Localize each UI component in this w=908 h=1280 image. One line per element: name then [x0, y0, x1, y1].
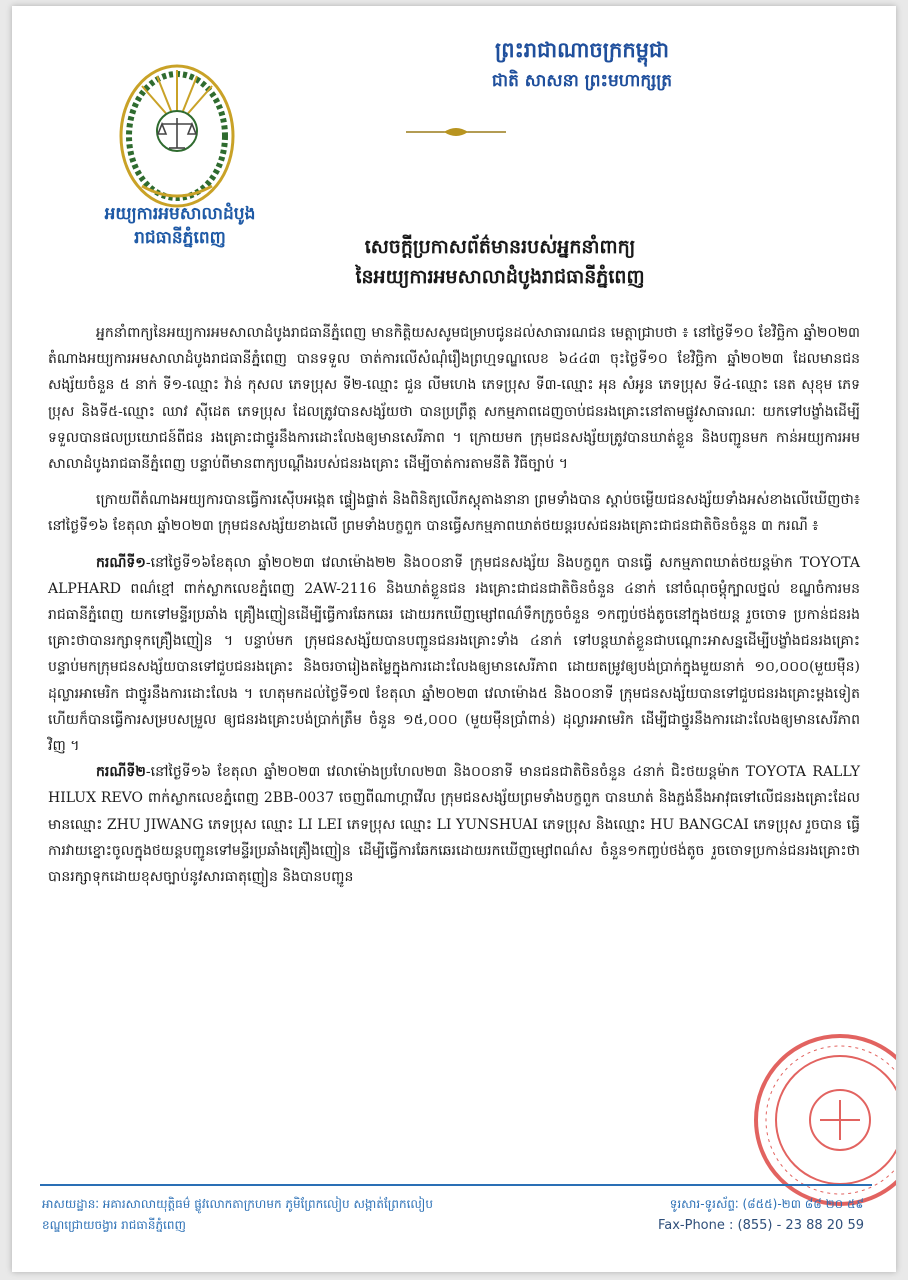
case-2-label: ករណីទី២: [96, 764, 146, 781]
case-2-paragraph: [48, 759, 860, 890]
document-title-line-1: សេចក្តីប្រកាសព័ត៌មានរបស់អ្នកនាំពាក្យ: [364, 236, 636, 258]
document-title: [240, 232, 760, 292]
footer-phone-khmer: ទូរសារ-ទូរស័ព្ទៈ (៨៥៥)-២៣ ៨៨ ២០ ៥៩: [669, 1197, 864, 1211]
footer-divider: [40, 1184, 872, 1186]
kingdom-name: ព្រះរាជាណាចក្រកម្ពុជា: [494, 38, 669, 62]
court-emblem-icon: [112, 56, 242, 216]
case-1-paragraph: [48, 550, 860, 760]
footer-fax-phone: Fax-Phone : (855) - 23 88 20 59: [657, 1218, 864, 1233]
document-title-line-2: នៃអយ្យការអមសាលាដំបូងរាជធានីភ្នំពេញ: [355, 266, 645, 288]
paragraph-2: ក្រោយពីតំណាងអយ្យការបានធ្វើការស៊ើបអង្កេត ផ្ទៀងផ្ទាត់ និងពិនិត្យលើភស្តុតាងនានា ព្រមទាំងបាន ស្តាប់ចម្លើយជនសង្ស័យទាំងអស់ខាងលើឃើញថា៖ នៅថ្ងៃទី១៦ ខែតុលា ឆ្នាំ២០២៣ ក្រុមជនសង្ស័យខាងលើ ព្រមទាំងបក្ខពួក បានធ្វើសកម្មភាពឃាត់ថយន្តរបស់ជនរងគ្រោះជាជនជាតិចិនចំនួន ៣ ករណី ៖: [48, 492, 860, 535]
institution-line-1: អយ្យការអមសាលាដំបូង: [104, 204, 256, 224]
case-1-label: ករណីទី១: [96, 554, 146, 571]
footer-contact: [592, 1194, 864, 1236]
national-motto: ជាតិ សាសនា ព្រះមហាក្សត្រ: [491, 71, 673, 91]
document-body: [48, 320, 860, 890]
official-seal-stamp: [750, 1030, 896, 1210]
case-2-text: -នៅថ្ងៃទី១៦ ខែតុលា ឆ្នាំ២០២៣ វេលាម៉ោងប្រហែល២៣ និង០០នាទី មានជនជាតិចិនចំនួន ៤នាក់ ជិះថយន្តម៉ាក TOYOTA RALLY HILUX REVO ពាក់ស្លាកលេខភ្នំពេញ 2BB-0037 ចេញពីណាហ្គាវើល ក្រុមជនសង្ស័យព្រមទាំងបក្ខពួក បានឃាត់ និងភ្ជង់នឹងអាវុធទៅលើជនរងគ្រោះដែលមានឈ្មោះ ZHU JIWANG ភេទប្រុស ឈ្មោះ LI LEI ភេទប្រុស ឈ្មោះ LI YUNSHUAI ភេទប្រុស និងឈ្មោះ HU BANGCAI ភេទប្រុស រួចបាន ធ្វើការវាយខ្នោះចូលក្នុងថយន្តបញ្ជូនទៅមន្ទីរប្រឆាំងគ្រឿងញៀន ដើម្បីធ្វើការឆែកឆេរដោយរកឃើញម្សៅពណ៌ស ចំនួន១កញ្ចប់ថង់តូច រួចចោទប្រកាន់ជនរងគ្រោះថាបានរក្សាទុកដោយខុសច្បាប់នូវសារធាតុញៀន និងបានបញ្ជូន: [48, 764, 860, 886]
footer-address-line-2: ខណ្ឌជ្រោយចង្វារ រាជធានីភ្នំពេញ: [42, 1218, 186, 1232]
document-page: [12, 6, 896, 1272]
footer-address: [42, 1194, 562, 1236]
paragraph-1: អ្នកនាំពាក្យនៃអយ្យការអមសាលាដំបូងរាជធានីភ្នំពេញ មានកិត្តិយសសូមជម្រាបជូនដល់សាធារណជន មេត្តាជ្រាបថា ៖ នៅថ្ងៃទី១០ ខែវិច្ឆិកា ឆ្នាំ២០២៣ តំណាងអយ្យការអមសាលាដំបូងរាជធានីភ្នំពេញ បានទទួល ចាត់ការលើសំណុំរឿងព្រហ្មទណ្ឌលេខ ៦៤៤៣ ចុះថ្ងៃទី១០ ខែវិច្ឆិកា ឆ្នាំ២០២៣ ដែលមានជនសង្ស័យចំនួន ៥ នាក់ ទី១-ឈ្មោះ វ៉ាន់ កុសល ភេទប្រុស ទី២-ឈ្មោះ ជួន លីមហេង ភេទប្រុស ទី៣-ឈ្មោះ អុន សំអូន ភេទប្រុស ទី៤-ឈ្មោះ នេត សុខុម ភេទប្រុស និងទី៥-ឈ្មោះ ឈាវ ស៊ីដេត ភេទប្រុស ដែលត្រូវបានសង្ស័យថា បានប្រព្រឹត្ត សកម្មភាពដេញចាប់ជនរងគ្រោះនៅតាមផ្លូវសាធារណៈ យកទៅបង្ខាំងដើម្បីទទួលបានផលប្រយោជន៍ពីជន រងគ្រោះជាថ្នូរនឹងការដោះលែងឲ្យមានសេរីភាព ។ ក្រោយមក ក្រុមជនសង្ស័យត្រូវបានឃាត់ខ្លួន និងបញ្ជូនមក កាន់អយ្យការអមសាលាដំបូងរាជធានីភ្នំពេញ បន្ទាប់ពីមានពាក្យបណ្តឹងរបស់ជនរងគ្រោះ ដើម្បីចាត់ការតាមនីតិ វិធីច្បាប់ ។: [48, 325, 860, 473]
footer-address-line-1: អាសយដ្ឋានៈ អគារសាលាយុត្តិធម៌ ផ្លូវលោកតាក្រហមក ភូមិព្រែកលៀប សង្កាត់ព្រែកលៀប: [42, 1197, 433, 1211]
institution-line-2: រាជធានីភ្នំពេញ: [134, 228, 226, 248]
case-1-text: -នៅថ្ងៃទី១៦ខែតុលា ឆ្នាំ២០២៣ វេលាម៉ោង២២ និង០០នាទី ក្រុមជនសង្ស័យ និងបក្ខពួក បានធ្វើ សកម្មភាពឃាត់ថយន្តម៉ាក TOYOTA ALPHARD ពណ៌ខ្មៅ ពាក់ស្លាកលេខភ្នំពេញ 2AW-2116 និងឃាត់ខ្លួនជន រងគ្រោះជាជនជាតិចិនចំនួន ៤នាក់ នៅចំណុចម្តុំក្បាលថ្នល់ ខណ្ឌចំការមន រាជធានីភ្នំពេញ យកទៅមន្ទីរប្រឆាំង គ្រឿងញៀនដើម្បីធ្វើការឆែកឆេរ ដោយរកឃើញម្សៅពណ៌ទឹកក្រូចចំនួន ១កញ្ចប់ថង់តូចនៅក្នុងថយន្ត រួចចោទ ប្រកាន់ជនរងគ្រោះថាបានរក្សាទុកគ្រឿងញៀន ។ បន្ទាប់មក ក្រុមជនសង្ស័យបានបញ្ជូនជនរងគ្រោះទាំង ៤នាក់ ទៅបន្តឃាត់ខ្លួនជាបណ្តោះអាសន្នដើម្បីបង្ខាំងជនរងគ្រោះ បន្ទាប់មកក្រុមជនសង្ស័យបានទៅជួបជនរងគ្រោះ និងចរចារៀងតម្លៃក្នុងការដោះលែងឲ្យមានសេរីភាព ដោយតម្រូវឲ្យបង់ប្រាក់ក្នុងមួយនាក់ ១០,០០០(មួយម៉ឺន) ដុល្លារអាមេរិក ជាថ្នូរនឹងការដោះលែង ។ ហេតុមកដល់ថ្ងៃទី១៧ ខែតុលា ឆ្នាំ២០២៣ វេលាម៉ោង៥ និង០០នាទី ក្រុមជនសង្ស័យបានទៅជួបជនរងគ្រោះម្តងទៀត ហើយក៏បានធ្វើការសម្របសម្រួល ឲ្យជនរងគ្រោះបង់ប្រាក់ត្រឹម ចំនួន ១៥,០០០ (មួយម៉ឺនប្រាំពាន់) ដុល្លារអាមេរិក ដើម្បីជាថ្នូរនឹងការដោះលែងឲ្យមានសេរីភាពវិញ ។: [48, 554, 860, 755]
ornament-divider-icon: [404, 124, 508, 140]
